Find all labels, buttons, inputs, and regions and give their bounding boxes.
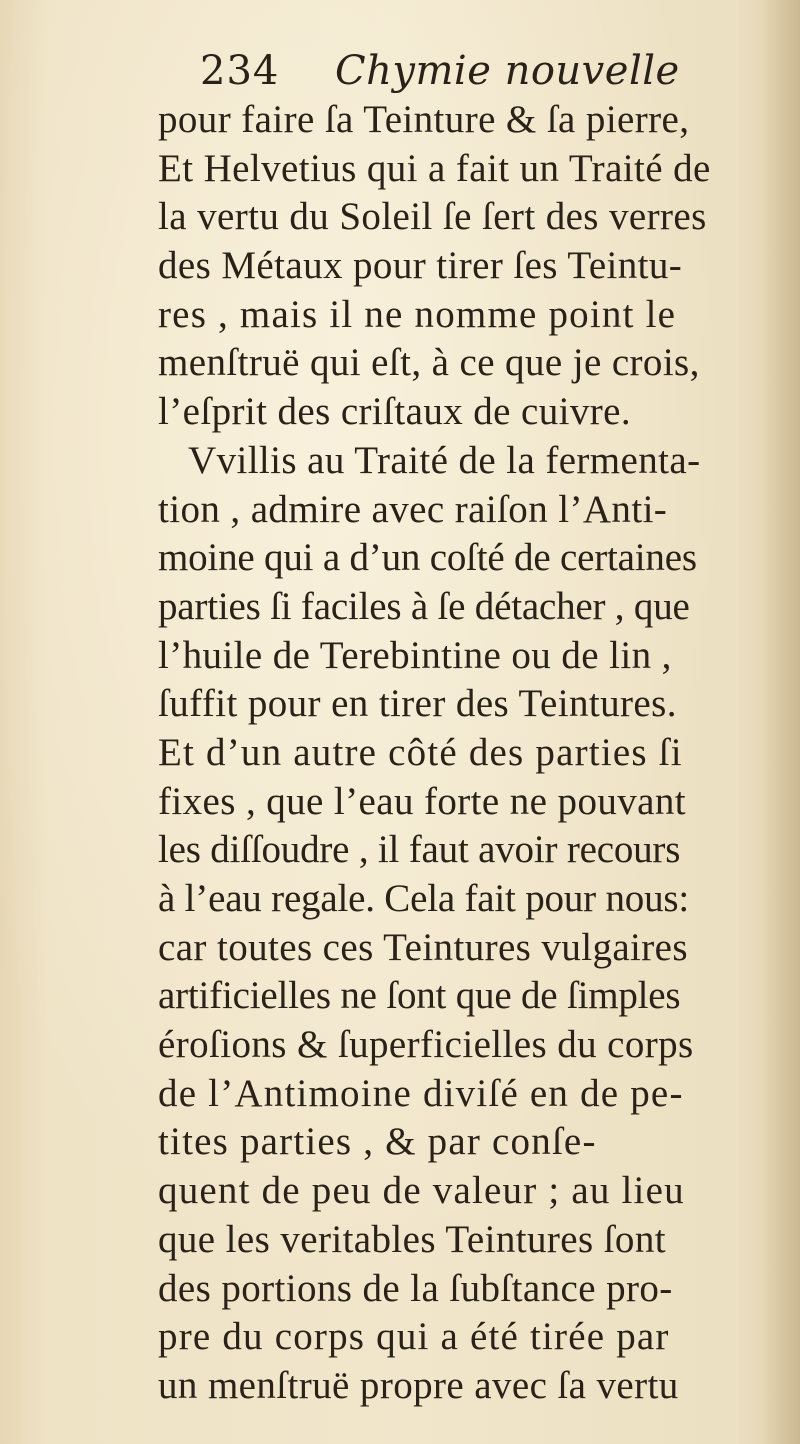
- text-line: de l’Antimoine diviſé en de pe-: [158, 1071, 684, 1115]
- text-line: que les veritables Teintures ſont: [158, 1217, 666, 1261]
- text-line: l’huile de Terebintine ou de lin ,: [158, 633, 672, 677]
- text-line: ſuffit pour en tirer des Teintures.: [158, 682, 677, 726]
- text-line: éroſions & ſuperficielles du corps: [158, 1023, 694, 1067]
- text-line: les diſſoudre , il faut avoir recours: [158, 828, 681, 872]
- text-line: pour faire ſa Teinture & ſa pierre,: [158, 98, 690, 141]
- paragraph-first-line: Vvillis au Traité de la fermenta-: [188, 438, 701, 482]
- page-header: [200, 42, 760, 100]
- text-line: Et Helvetius qui a fait un Traité de: [158, 146, 711, 190]
- text-line: menſtruë qui eſt, à ce que je crois,: [158, 341, 700, 385]
- text-line: l’eſprit des criſtaux de cuivre.: [158, 390, 632, 434]
- text-line: des portions de la ſubſtance pro-: [158, 1266, 673, 1310]
- text-line: tion , admire avec raiſon l’Anti-: [158, 487, 668, 531]
- text-line: quent de peu de valeur ; au lieu: [158, 1169, 685, 1213]
- text-line: fixes , que l’eau forte ne pouvant: [158, 779, 686, 823]
- text-line: tites parties , & par conſe-: [158, 1120, 597, 1164]
- text-line: res , mais il ne nomme point le: [158, 292, 677, 336]
- text-line: moine qui a d’un coſté de certaines: [158, 536, 697, 580]
- text-line: parties ſi faciles à ſe détacher , que: [158, 584, 690, 628]
- text-line: Et d’un autre côté des parties ſi: [158, 730, 683, 774]
- text-line: car toutes ces Teintures vulgaires: [158, 925, 688, 969]
- text-line: un menſtruë propre avec ſa vertu: [158, 1363, 679, 1407]
- page-number: 234: [200, 48, 280, 94]
- text-line: la vertu du Soleil ſe ſert des verres: [158, 195, 707, 239]
- text-line: à l’eau regale. Cela fait pour nous:: [158, 877, 689, 920]
- running-title: Chymie nouvelle: [335, 48, 680, 94]
- body-text: [158, 96, 768, 1411]
- text-line: artificielles ne ſont que de ſimples: [158, 974, 681, 1018]
- text-line: pre du corps qui a été tirée par: [158, 1315, 670, 1359]
- text-line: des Métaux pour tirer ſes Teintu-: [158, 244, 683, 288]
